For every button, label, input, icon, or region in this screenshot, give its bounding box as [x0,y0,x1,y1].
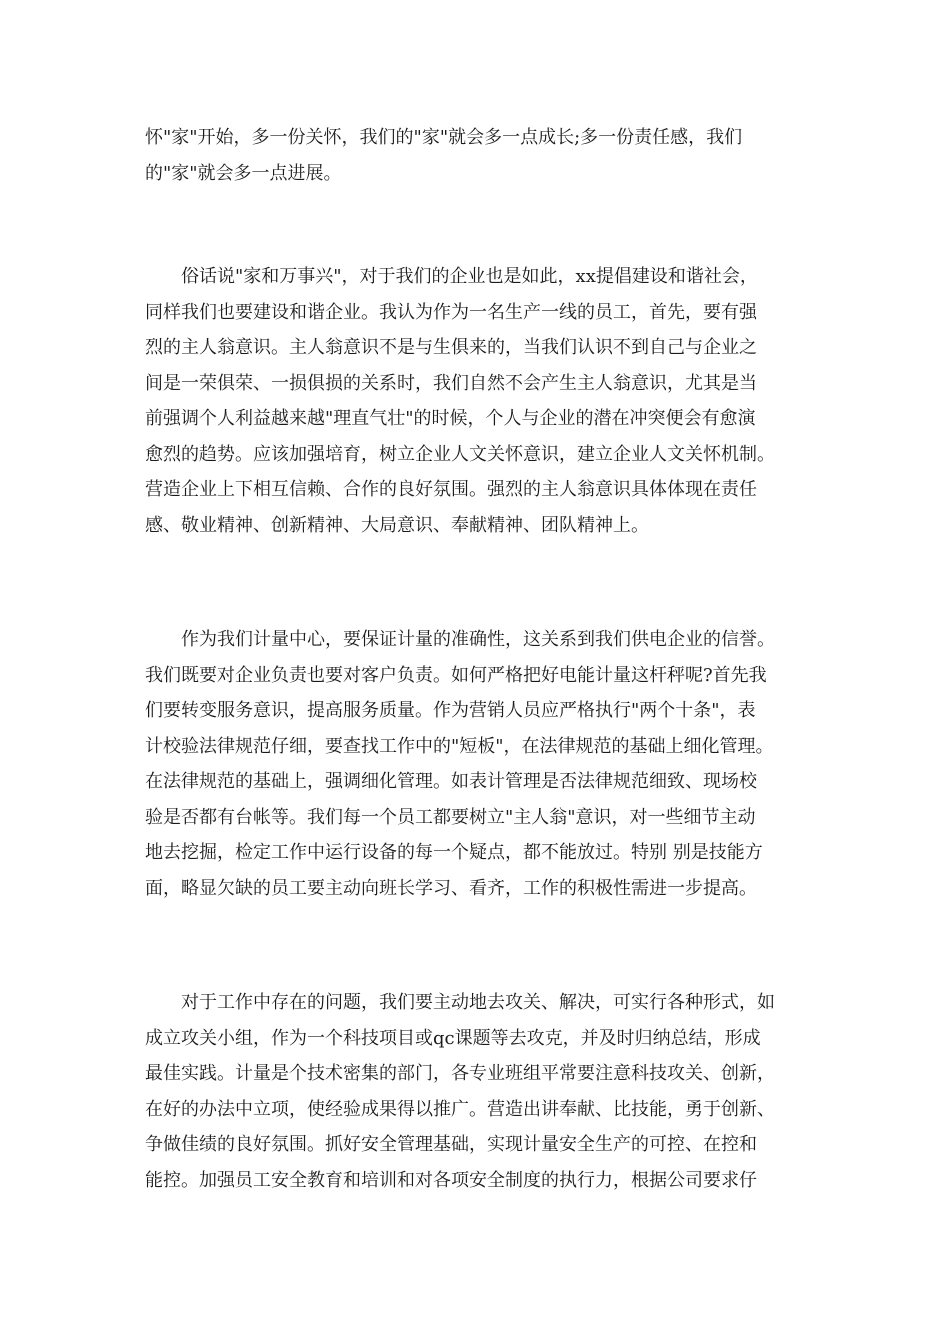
paragraph-line: 验是否都有台帐等。我们每一个员工都要树立"主人翁"意识，对一些细节主动 [145,806,756,828]
paragraph-line: 计校验法律规范仔细，要查找工作中的"短板"，在法律规范的基础上细化管理。 [145,735,774,757]
paragraph-line: 前强调个人利益越来越"理直气壮"的时候，个人与企业的潜在冲突便会有愈演 [145,408,756,429]
paragraph-3 [145,622,805,906]
paragraph-line: 对于工作中存在的问题，我们要主动地去攻关、解决，可实行各种形式，如 [145,992,775,1013]
paragraph-line: 在法律规范的基础上，强调细化管理。如表计管理是否法律规范细致、现场校 [145,771,757,792]
paragraph-line: 间是一荣俱荣、一损俱损的关系时，我们自然不会产生主人翁意识，尤其是当 [145,372,757,394]
paragraph-line: 愈烈的趋势。应该加强培育，树立企业人文关怀意识，建立企业人文关怀机制。 [145,443,775,465]
paragraph-line: 地去挖掘，检定工作中运行设备的每一个疑点，都不能放过。特别 别是技能方 [145,842,763,863]
paragraph-line: 怀"家"开始，多一份关怀，我们的"家"就会多一点成长;多一份责任感，我们 [145,127,743,148]
paragraph-line: 在好的办法中立项，使经验成果得以推广。营造出讲奉献、比技能，勇于创新、 [145,1098,775,1120]
paragraph-line: 作为我们计量中心，要保证计量的准确性，这关系到我们供电企业的信誉。 [145,629,775,650]
paragraph-1 [145,120,805,191]
paragraph-4 [145,985,805,1198]
paragraph-line: 同样我们也要建设和谐企业。我认为作为一名生产一线的员工，首先，要有强 [145,301,757,323]
paragraph-line: 烈的主人翁意识。主人翁意识不是与生俱来的，当我们认识不到自己与企业之 [145,337,757,358]
paragraph-line: 成立攻关小组，作为一个科技项目或qc课题等去攻克，并及时归纳总结，形成 [145,1027,761,1049]
paragraph-line: 能控。加强员工安全教育和培训和对各项安全制度的执行力，根据公司要求仔 [145,1169,757,1191]
paragraph-line: 俗话说"家和万事兴"，对于我们的企业也是如此，xx提倡建设和谐社会， [145,266,758,287]
paragraph-line: 面，略显欠缺的员工要主动向班长学习、看齐，工作的积极性需进一步提高。 [145,877,757,899]
paragraph-line: 的"家"就会多一点进展。 [145,162,342,184]
paragraph-line: 我们既要对企业负责也要对客户负责。如何严格把好电能计量这杆秤呢?首先我 [145,664,767,686]
paragraph-2 [145,259,805,543]
paragraph-line: 营造企业上下相互信赖、合作的良好氛围。强烈的主人翁意识具体体现在责任 [145,479,757,500]
paragraph-line: 们要转变服务意识，提高服务质量。作为营销人员应严格执行"两个十条"，表 [145,700,756,721]
paragraph-line: 感、敬业精神、创新精神、大局意识、奉献精神、团队精神上。 [145,514,649,536]
paragraph-line: 争做佳绩的良好氛围。抓好安全管理基础，实现计量安全生产的可控、在控和 [145,1134,757,1155]
paragraph-line: 最佳实践。计量是个技术密集的部门，各专业班组平常要注意科技攻关、创新， [145,1063,775,1084]
